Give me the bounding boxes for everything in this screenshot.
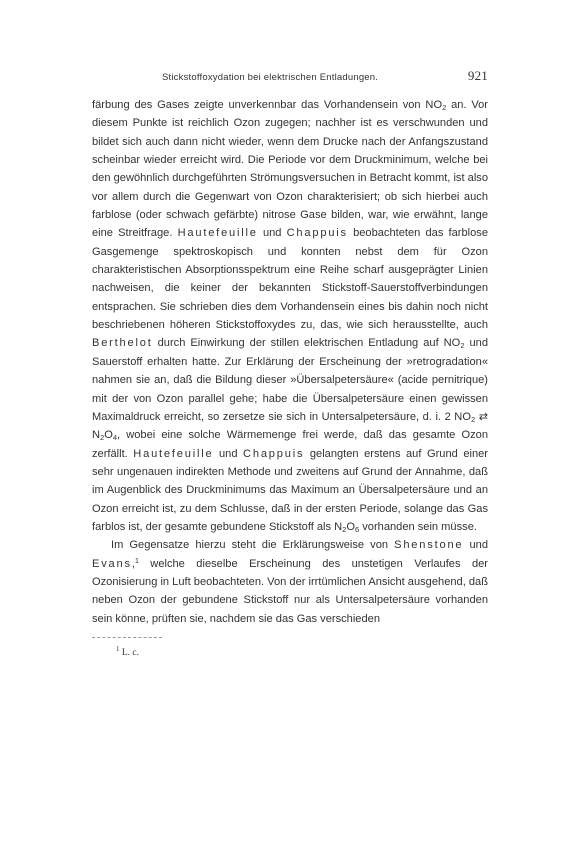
author-name: Shenstone [394, 539, 464, 552]
footnote-ref: 1 [134, 557, 139, 565]
page-number: 921 [467, 68, 488, 83]
book-page [92, 66, 488, 658]
footnote [116, 644, 488, 658]
author-name: Evans [92, 557, 132, 570]
body-text [92, 96, 488, 628]
author-name: Chappuis [286, 227, 348, 240]
paragraph: färbung des Gases zeigte unverkennbar das Vorhandensein von $NO_2$ an. Vor diesem Punkte ist reichlich Ozon zugegen; nachher ist es verschwunden und bildet sich auch dann nicht wieder, wenn dem Drucke nach der Anfangszustand scheinbar wieder erreicht wird. Die Periode vor dem Druckminimum, welche bei den gewöhnlich durchgeführten Strömungsversuchen in Betracht kommt, ist also vor allem durch die Gegenwart von Ozon charakterisiert; ob sich hierbei auch farblose (oder schwach gefärbte) nitrose Gase bilden, war, wie erwähnt, lange eine Streitfrage. Hautefeuille und Chappuis beobachteten das farblose Gasgemenge spektroskopisch und konnten nebst dem für Ozon charakteristischen Absorptionsspektrum eine Reihe scharf ausgeprägter Linien nachweisen, die keiner der bekannten Stickstoff-Sauerstoffverbindungen entsprachen. Sie schrieben dies dem Vorhandensein eines bis dahin noch nicht beschriebenen höheren Stickstoffoxydes zu, das, wie sich herausstellte, auch Berthelot durch Einwirkung der stillen elektrischen Entladung auf $NO_2$ und Sauerstoff erhalten hatte. Zur Erklärung der Erscheinung der »retrogradation« nahmen sie an, daß die Bildung dieser »Übersalpetersäure« (acide pernitrique) mit der von Ozon parallel gehe; habe die Übersalpetersäure einen gewissen Maximaldruck erreicht, so zersetze sie sich in Untersalpetersäure, d. i. 2 $NO_2$ ⇄ $N_2O_4$, wobei eine solche Wärmemenge frei werde, daß das gesamte Ozon zerfällt. Hautefeuille und Chappuis gelangten erstens auf Grund einer sehr ungenauen indirekten Methode und zweitens auf Grund der Annahme, daß im Augenblick des Druckminimums das Maximum an Übersalpetersäure und an Ozon erreicht ist, zu dem Schlusse, daß in der ersten Periode, solange das Gas farblos ist, der gesamte gebundene Stickstoff als $N_2O_6$ vorhanden sein müsse. [92, 99, 489, 534]
author-name: Chappuis [243, 447, 305, 460]
footnote-rule [92, 637, 162, 638]
author-name: Berthelot [92, 337, 153, 350]
footnote-text: L. c. [119, 647, 140, 658]
paragraph: Im Gegensatze hierzu steht die Erklärungsweise von Shenstone und Evans,$^1$ welche dieselbe Erscheinung des unstetigen Verlaufes der Ozonisierung in Luft beobachteten. Von der irrtümlichen Ansicht ausgehend, daß neben Ozon der gebundene Stickstoff nur als Untersalpetersäure vorhanden sein könne, prüften sie, nachdem sie das Gas verschieden [92, 539, 488, 625]
chemical-equilibrium: ⇄ N [92, 410, 488, 442]
running-title: Stickstoffoxydation bei elektrischen Entladungen. [162, 72, 379, 83]
footnote-marker: 1 [116, 644, 120, 653]
running-header [92, 66, 488, 86]
author-name: Hautefeuille [177, 227, 258, 240]
author-name: Hautefeuille [133, 447, 214, 460]
